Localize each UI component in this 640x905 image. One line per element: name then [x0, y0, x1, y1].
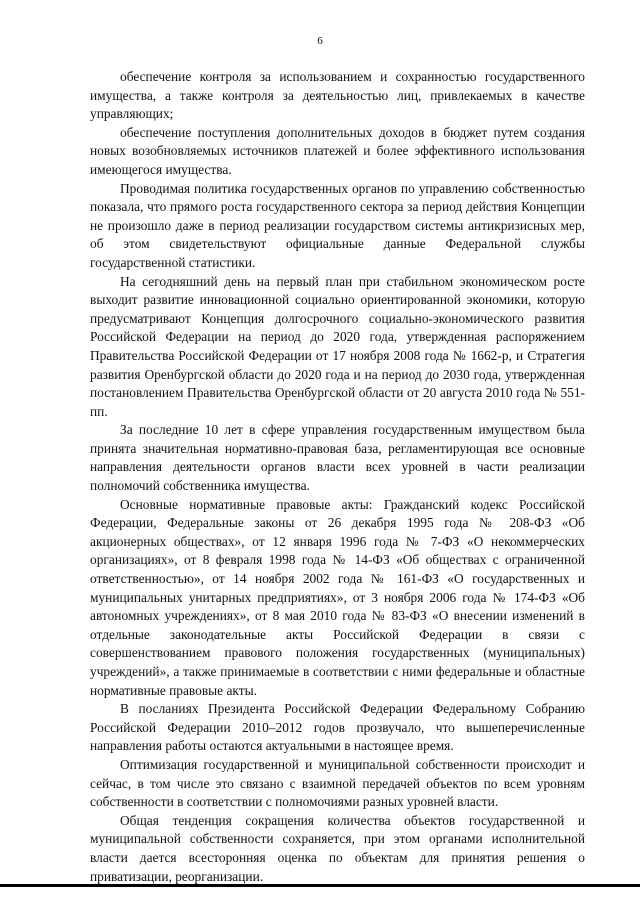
document-body: [90, 68, 585, 886]
paragraph: Общая тенденция сокращения количества объектов государственной и муниципальной собственности сохраняется, при этом органами исполнительной власти дается всесторонняя оценка по объектам для принятия решения о приватизации, реорганизации.: [90, 812, 585, 884]
paragraph: На сегодняшний день на первый план при стабильном экономическом росте выходит развитие инновационной социально ориентированной экономики, которую предусматривают Концепция долгосрочного социально-экономического развития Российской Федерации на период до 2020 года, утвержденная распоряжением Правительства Российской Федерации от 17 ноября 2008 года № 1662-р, и Стратегия развития Оренбургской области до 2020 года и на период до 2030 года, утвержденная постановлением Правительства Оренбургской области от 20 августа 2010 года № 551-пп.: [90, 273, 585, 419]
paragraph: Оптимизация государственной и муниципальной собственности происходит и сейчас, в том числе это связано с взаимной передачей объектов по всем уровням собственности в соответствии с полномочиями разных уровней власти.: [90, 756, 585, 810]
paragraph: Проводимая политика государственных органов по управлению собственностью показала, что прямого роста государственного сектора за период действия Концепции не произошло даже в период реализации государством системы антикризисных мер, об этом свидетельствуют официальные данные Федеральной службы государственной статистики.: [90, 180, 585, 270]
paragraph: В посланиях Президента Российской Федерации Федеральному Собранию Российской Федерации 2010–2012 годов прозвучало, что вышеперечисленные направления работы остаются актуальными в настоящее время.: [90, 701, 585, 754]
paragraph: За последние 10 лет в сфере управления государственным имуществом была принята значительная нормативно-правовая база, регламентирующая все основные направления деятельности органов власти всех уровней в части реализации полномочий собственника имущества.: [90, 422, 585, 494]
paragraph: обеспечение контроля за использованием и сохранностью государственного имущества, а также контроля за деятельностью лиц, привлекаемых в качестве управляющих;: [90, 69, 585, 122]
paragraph: Основные нормативные правовые акты: Гражданский кодекс Российской Федерации, Федеральные законы от 26 декабря 1995 года № 208-ФЗ «Об акционерных обществах», от 12 января 1996 года № 7-ФЗ «О некоммерческих организациях», от 8 февраля 1998 года № 14-ФЗ «Об обществах с ограниченной ответственностью», от 14 ноября 2002 года № 161-ФЗ «О государственных и муниципальных унитарных предприятиях», от 3 ноября 2006 года № 174-ФЗ «Об автономных учреждениях», от 8 мая 2010 года № 83-ФЗ «О внесении изменений в отдельные законодательные акты Российской Федерации в связи с совершенствованием правового положения государственных (муниципальных) учреждений», а также принимаемые в соответствии с ними федеральные и областные нормативные правовые акты.: [90, 496, 585, 698]
page-number: 6: [317, 35, 323, 47]
paragraph: обеспечение поступления дополнительных доходов в бюджет путем создания новых возобновляемых источников платежей и более эффективного использования имеющегося имущества.: [90, 124, 585, 177]
bottom-border-line: [0, 884, 640, 887]
